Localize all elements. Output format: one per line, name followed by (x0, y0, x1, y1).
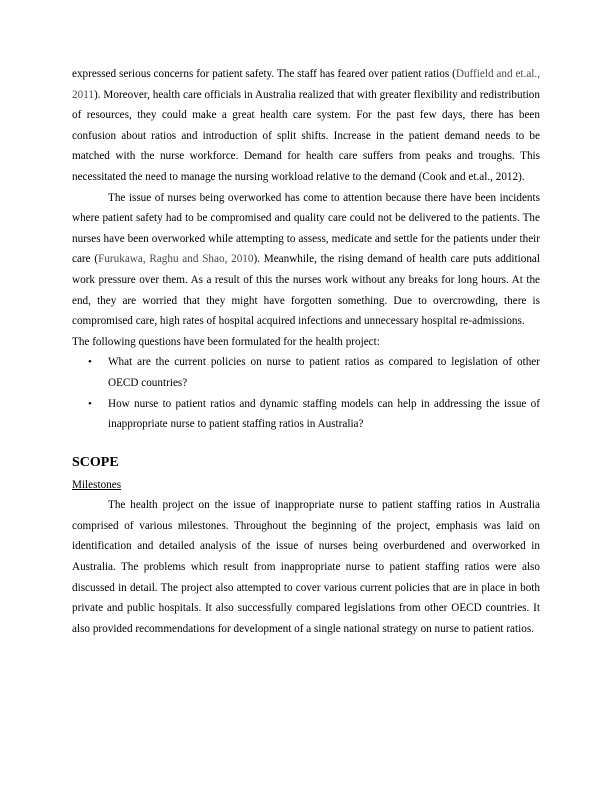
question-text: How nurse to patient ratios and dynamic staffing models can help in addressing the issue of inappropriate nurse to patient staffing ratios in Australia? (108, 397, 540, 431)
scope-heading: SCOPE (72, 454, 119, 470)
paragraph-text: The issue of nurses being overworked has come to attention because there have been incidents where patient safety had to be compromised and quality care could not be delivered to the patients. The nurses have been overworked while attempting to assess, medicate and settle for the patients under their care ( (72, 191, 540, 266)
page-content (72, 64, 540, 639)
question-text: What are the current policies on nurse to patient ratios as compared to legislation of other OECD countries? (108, 356, 540, 389)
paragraph-text: expressed serious concerns for patient safety. The staff has feared over patient ratios ( (72, 68, 456, 80)
citation: Furukawa, Raghu and Shao, 2010 (98, 253, 254, 266)
paragraph-patient-safety (72, 64, 540, 188)
list-item (72, 394, 540, 435)
questions-intro: The following questions have been formulated for the health project: (72, 335, 380, 348)
paragraph-overworked-nurses (72, 188, 540, 332)
paragraph-text: ). Meanwhile, the rising demand of health care puts additional work pressure over them. As a result of this the nurses work without any breaks for long hours. At the end, they are worried that they might have forgotten something. Due to overcrowding, there is compromised care, high rates of hospital acquired infections and unnecessary hospital re-admissions. (72, 253, 540, 328)
questions-list (72, 352, 540, 434)
citation: Duffield and et.al., 2011 (72, 68, 541, 101)
bullet-icon: • (88, 356, 92, 369)
milestones-heading: Milestones (72, 478, 122, 491)
list-item (72, 352, 540, 393)
paragraph-text: ). Moreover, health care officials in Australia realized that with greater flexibility and redistribution of resources, they could make a great health care system. For the past few days, there has been confusion about ratios and introduction of split shifts. Increase in the patient demand needs to be matched with the nurse workforce. Demand for health care suffers from peaks and troughs. This necessitated the need to manage the nursing workload relative to the demand (Cook and et.al., 2012). (72, 88, 540, 183)
bullet-icon: • (88, 397, 92, 410)
milestones-paragraph: The health project on the issue of inappropriate nurse to patient staffing ratios in Australia comprised of various milestones. Throughout the beginning of the project, emphasis was laid on identification and detailed analysis of the issue of nurses being overburdened and overworked in Australia. The problems which result from inappropriate nurse to patient staffing ratios were also discussed in detail. The project also attempted to cover various current policies that are in place in both private and public hospitals. It also successfully compared legislations from other OECD countries. It also provided recommendations for development of a single national strategy on nurse to patient ratios. (72, 499, 540, 635)
